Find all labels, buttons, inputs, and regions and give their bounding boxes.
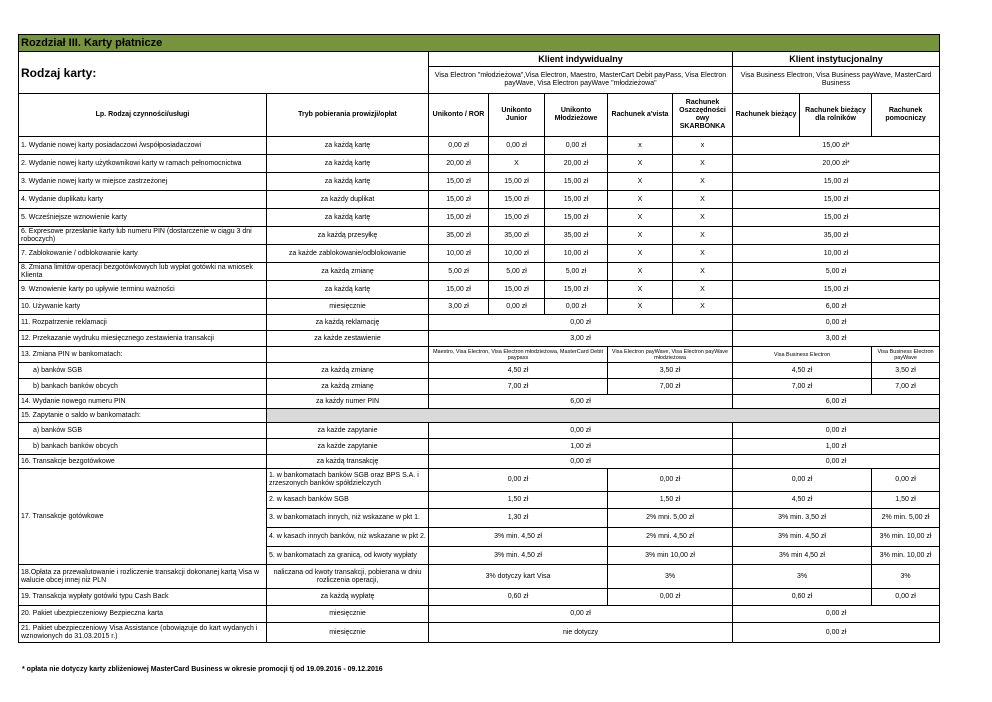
row-label: a) banków SGB [19, 423, 267, 439]
row-label: a) banków SGB [19, 363, 267, 379]
fee-cell: 5,00 zł [545, 263, 608, 281]
fee-cell: 15,00 zł [733, 173, 940, 191]
fee-cell: 2% min. 5,00 zł [872, 509, 940, 528]
fee-cell: 15,00 zł [489, 281, 545, 299]
fee-cell: 6,00 zł [733, 299, 940, 315]
row-label: 3. Wydanie nowej karty w miejsce zastrzeżonej [19, 173, 267, 191]
fee-cell: 3% min. 10,00 zł [872, 528, 940, 547]
fee-cell: 3% [608, 565, 733, 589]
fee-cell: 0,00 zł [733, 455, 940, 469]
fee-cell: X [673, 263, 733, 281]
row-label: b) bankach banków obcych [19, 379, 267, 395]
fee-mode: za każdą transakcję [267, 455, 429, 469]
fee-cell: 1,00 zł [429, 439, 733, 455]
sub-label: 1. w bankomatach banków SGB oraz BPS S.A. i zrzeszonych banków spółdzielczych [267, 469, 429, 492]
fee-cell: 0,00 zł [429, 423, 733, 439]
row-label: 18.Opłata za przewalutowanie i rozliczenie transakcji dokonanej kartą Visa w walucie obcej innej niż PLN [19, 565, 267, 589]
table-row [19, 379, 940, 395]
fee-mode: miesięcznie [267, 606, 429, 623]
fee-cell: 1,50 zł [872, 492, 940, 509]
fee-mode: miesięcznie [267, 299, 429, 315]
fee-cell: 15,00 zł [545, 209, 608, 227]
fee-cell: 15,00 zł* [733, 137, 940, 155]
fee-cell: 7,00 zł [608, 379, 733, 395]
fee-cell: 0,00 zł [429, 315, 733, 331]
fee-cell: 20,00 zł* [733, 155, 940, 173]
fee-cell: 3,50 zł [872, 363, 940, 379]
table-row [19, 565, 940, 589]
table-row [19, 263, 940, 281]
fee-cell: 3,00 zł [733, 331, 940, 347]
col-unikonto-junior: Unikonto Junior [489, 94, 545, 137]
fee-mode: za każdą kartę [267, 137, 429, 155]
fee-cell: 15,00 zł [429, 209, 489, 227]
fee-cell: 7,00 zł [733, 379, 872, 395]
fee-mode: za każdy duplikat [267, 191, 429, 209]
table-row [19, 331, 940, 347]
fee-cell: X [608, 227, 673, 245]
fee-cell: 2% mni. 5,00 zł [608, 509, 733, 528]
fee-cell: X [673, 245, 733, 263]
col-service: Lp. Rodzaj czynności/usługi [19, 94, 267, 137]
fee-mode: za każdą zmianę [267, 363, 429, 379]
col-avista: Rachunek a'vista [608, 94, 673, 137]
fee-cell: 10,00 zł [429, 245, 489, 263]
fee-mode: za każde zablokowanie/odblokowanie [267, 245, 429, 263]
fee-cell: 35,00 zł [733, 227, 940, 245]
fee-cell: X [608, 191, 673, 209]
fee-cell: 20,00 zł [429, 155, 489, 173]
card-type-heading: Rodzaj karty: [19, 52, 429, 94]
column-header-row [19, 94, 940, 137]
client-institutional-heading: Klient instytucjonalny [733, 52, 940, 67]
fee-cell: 4,50 zł [733, 492, 872, 509]
fee-cell: X [673, 281, 733, 299]
fee-cell: 0,00 zł [429, 469, 608, 492]
fee-mode: za każdą wypłatę [267, 589, 429, 606]
fee-cell: 20,00 zł [545, 155, 608, 173]
fee-cell: X [673, 209, 733, 227]
fee-cell: X [673, 299, 733, 315]
fee-cell: 0,00 zł [872, 469, 940, 492]
fee-cell: 15,00 zł [489, 209, 545, 227]
fee-mode: za każdą kartę [267, 155, 429, 173]
table-row [19, 227, 940, 245]
fee-cell: 6,00 zł [733, 395, 940, 409]
row-label: 7. Zablokowanie / odblokowanie karty [19, 245, 267, 263]
row-label: 9. Wznowienie karty po upływie terminu ważności [19, 281, 267, 299]
card-group: Visa Business Electron [733, 347, 872, 363]
empty-grey-cell [267, 409, 940, 423]
sub-label: 3. w bankomatach innych, niż wskazane w pkt 1. [267, 509, 429, 528]
fee-cell: 6,00 zł [429, 395, 733, 409]
fee-cell: X [673, 191, 733, 209]
cards-individual: Visa Electron "młodzieżowa",Visa Electron, Maestro, MasterCart Debit payPass, Visa Electron payWave, Visa Electron payWave "młodzieżowa" [429, 67, 733, 94]
card-group: Maestro, Visa Electron, Visa Electron młodzieżowa, MasterCard Debit paypass [429, 347, 608, 363]
col-mode: Tryb pobierania prowizji/opłat [267, 94, 429, 137]
fee-cell: 10,00 zł [733, 245, 940, 263]
col-unikonto-ror: Unikonto / ROR [429, 94, 489, 137]
fee-cell: 3,00 zł [429, 331, 733, 347]
fee-cell: 15,00 zł [733, 209, 940, 227]
empty-cell [267, 347, 429, 363]
fee-cell: 35,00 zł [545, 227, 608, 245]
card-group: Visa Electron payWave, Visa Electron payWave młodzieżowa [608, 347, 733, 363]
fee-mode: miesięcznie [267, 623, 429, 643]
fee-mode: za każdą przesyłkę [267, 227, 429, 245]
fee-cell: 3,50 zł [608, 363, 733, 379]
fee-cell: 4,50 zł [733, 363, 872, 379]
table-row [19, 363, 940, 379]
cards-institutional: Visa Business Electron, Visa Business payWave, MasterCard Business [733, 67, 940, 94]
table-row [19, 191, 940, 209]
fee-cell: x [608, 137, 673, 155]
row-label: 4. Wydanie duplikatu karty [19, 191, 267, 209]
fee-cell: 0,00 zł [429, 455, 733, 469]
fee-cell: 3% min. 4,50 zł [429, 528, 608, 547]
row-label: 13. Zmiana PIN w bankomatach: [19, 347, 267, 363]
fee-cell: x [673, 137, 733, 155]
table-row [19, 173, 940, 191]
row-label: 14. Wydanie nowego numeru PIN [19, 395, 267, 409]
fee-cell: 35,00 zł [489, 227, 545, 245]
table-row [19, 299, 940, 315]
fee-cell: 0,00 zł [608, 589, 733, 606]
fee-cell: 3% min. 4,50 zł [429, 547, 608, 565]
table-row [19, 623, 940, 643]
fee-cell: X [489, 155, 545, 173]
fee-cell: 15,00 zł [489, 191, 545, 209]
fee-cell: 15,00 zł [545, 173, 608, 191]
row-label: 1. Wydanie nowej karty posiadaczowi /współposiadaczowi [19, 137, 267, 155]
fee-mode: za każdą zmianę [267, 379, 429, 395]
fee-mode: za każdą kartę [267, 209, 429, 227]
fee-cell: 1,30 zł [429, 509, 608, 528]
fee-cell: 1,00 zł [733, 439, 940, 455]
fee-cell: 7,00 zł [429, 379, 608, 395]
fee-cell: 15,00 zł [429, 173, 489, 191]
fee-cell: X [673, 173, 733, 191]
fee-cell: 1,50 zł [429, 492, 608, 509]
fee-mode: naliczana od kwoty transakcji, pobierana w dniu rozliczenia operacji, [267, 565, 429, 589]
fee-cell: 3,00 zł [429, 299, 489, 315]
row-label: 21. Pakiet ubezpieczeniowy Visa Assistance (obowiązuje do kart wydanych i wznowionych do 31.03.2015 r.) [19, 623, 267, 643]
fee-cell: 3% min. 4,50 zł [733, 528, 872, 547]
row-label: 10. Używanie karty [19, 299, 267, 315]
fee-mode: za każde zestawienie [267, 331, 429, 347]
fee-cell: 0,00 zł [733, 623, 940, 643]
fee-cell: 0,00 zł [608, 469, 733, 492]
fee-cell: 0,00 zł [733, 423, 940, 439]
table-row [19, 439, 940, 455]
fee-cell: 15,00 zł [429, 191, 489, 209]
row-label: 2. Wydanie nowej karty użytkownikowi karty w ramach pełnomocnictwa [19, 155, 267, 173]
row-label: 6. Expresowe przesłanie karty lub numeru PIN (dostarczenie w ciągu 3 dni roboczych) [19, 227, 267, 245]
fee-cell: 3% [733, 565, 872, 589]
table-row [19, 455, 940, 469]
fee-cell: 15,00 zł [733, 281, 940, 299]
row-label: 19. Transakcja wypłaty gotówki typu Cash Back [19, 589, 267, 606]
fee-cell: 4,50 zł [429, 363, 608, 379]
fee-cell: 0,00 zł [872, 589, 940, 606]
fee-mode: za każdą zmianę [267, 263, 429, 281]
fee-cell: X [673, 227, 733, 245]
table-row [19, 606, 940, 623]
fee-cell: 0,00 zł [733, 469, 872, 492]
table-row [19, 155, 940, 173]
fee-mode: za każde zapytanie [267, 439, 429, 455]
fee-cell: 3% [872, 565, 940, 589]
fee-cell: 35,00 zł [429, 227, 489, 245]
row-label: 17. Transakcje gotówkowe [19, 469, 267, 565]
table-row [19, 137, 940, 155]
col-rolnikow: Rachunek bieżący dla rolników [800, 94, 872, 137]
table-row [19, 281, 940, 299]
fee-cell: X [608, 209, 673, 227]
fee-cell: X [608, 245, 673, 263]
fee-cell: 0,00 zł [545, 299, 608, 315]
client-individual-heading: Klient indywidualny [429, 52, 733, 67]
sub-label: 5. w bankomatach za granicą, od kwoty wypłaty [267, 547, 429, 565]
fee-cell: 0,00 zł [489, 299, 545, 315]
sub-label: 2. w kasach banków SGB [267, 492, 429, 509]
row-label: 20. Pakiet ubezpieczeniowy Bezpieczna karta [19, 606, 267, 623]
row-label: 16. Transakcje bezgotówkowe [19, 455, 267, 469]
fee-cell: 0,60 zł [733, 589, 872, 606]
col-biezacy: Rachunek bieżący [733, 94, 800, 137]
fee-cell: 2% mni. 4,50 zł [608, 528, 733, 547]
row-label: 8. Zmiana limitów operacji bezgotówkowych lub wypłat gotówki na wniosek Klienta [19, 263, 267, 281]
fee-cell: 3% min. 10,00 zł [872, 547, 940, 565]
table-row [19, 589, 940, 606]
footnote: * opłata nie dotyczy karty zbliżeniowej MasterCard Business w okresie promocji tj od 19.09.2016 - 09.12.2016 [22, 666, 383, 673]
table-row [19, 423, 940, 439]
table-row [19, 315, 940, 331]
row-label: 15. Zapytanie o saldo w bankomatach: [19, 409, 267, 423]
row-label: b) bankach banków obcych [19, 439, 267, 455]
fee-cell: 3% min. 3,50 zł [733, 509, 872, 528]
fee-cell: X [608, 299, 673, 315]
table-row [19, 469, 940, 492]
table-row [19, 347, 940, 363]
fee-mode: za każdy numer PIN [267, 395, 429, 409]
fee-table [18, 34, 940, 643]
fee-cell: 15,00 zł [545, 281, 608, 299]
card-group: Visa Business Electron payWave [872, 347, 940, 363]
fee-cell: 10,00 zł [545, 245, 608, 263]
fee-mode: za każdą reklamację [267, 315, 429, 331]
fee-mode: za każde zapytanie [267, 423, 429, 439]
row-label: 12. Przekazanie wydruku miesięcznego zestawienia transakcji [19, 331, 267, 347]
table-row [19, 395, 940, 409]
fee-cell: X [608, 173, 673, 191]
section-title: Rozdział III. Karty płatnicze [19, 35, 940, 52]
fee-cell: X [608, 263, 673, 281]
fee-cell: 5,00 zł [429, 263, 489, 281]
fee-cell: 0,00 zł [733, 606, 940, 623]
col-unikonto-mlodziezowe: Unikonto Młodzieżowe [545, 94, 608, 137]
fee-cell: 15,00 zł [489, 173, 545, 191]
col-pomocniczy: Rachunek pomocniczy [872, 94, 940, 137]
fee-cell: 10,00 zł [489, 245, 545, 263]
fee-cell: 15,00 zł [733, 191, 940, 209]
fee-cell: 5,00 zł [489, 263, 545, 281]
fee-cell: X [608, 155, 673, 173]
fee-cell: 0,00 zł [489, 137, 545, 155]
fee-cell: 15,00 zł [545, 191, 608, 209]
fee-cell: X [673, 155, 733, 173]
col-skarbonka: Rachunek Oszczędności owy SKARBONKA [673, 94, 733, 137]
sub-label: 4. w kasach innych banków, niż wskazane w pkt 2. [267, 528, 429, 547]
fee-cell: 0,00 zł [429, 606, 733, 623]
fee-cell: 3% min 4,50 zł [733, 547, 872, 565]
fee-cell: 3% min 10,00 zł [608, 547, 733, 565]
fee-cell: 15,00 zł [429, 281, 489, 299]
fee-cell: 7,00 zł [872, 379, 940, 395]
row-label: 5. Wcześniejsze wznowienie karty [19, 209, 267, 227]
fee-cell: 0,60 zł [429, 589, 608, 606]
fee-cell: 0,00 zł [545, 137, 608, 155]
fee-cell: 0,00 zł [733, 315, 940, 331]
fee-cell: 0,00 zł [429, 137, 489, 155]
table-row [19, 245, 940, 263]
fee-mode: za każdą kartę [267, 281, 429, 299]
fee-cell: 1,50 zł [608, 492, 733, 509]
fee-cell: 3% dotyczy kart Visa [429, 565, 608, 589]
table-row [19, 409, 940, 423]
row-label: 11. Rozpatrzenie reklamacji [19, 315, 267, 331]
fee-cell: X [608, 281, 673, 299]
fee-cell: nie dotyczy [429, 623, 733, 643]
fee-cell: 5,00 zł [733, 263, 940, 281]
table-row [19, 209, 940, 227]
fee-mode: za każdą kartę [267, 173, 429, 191]
